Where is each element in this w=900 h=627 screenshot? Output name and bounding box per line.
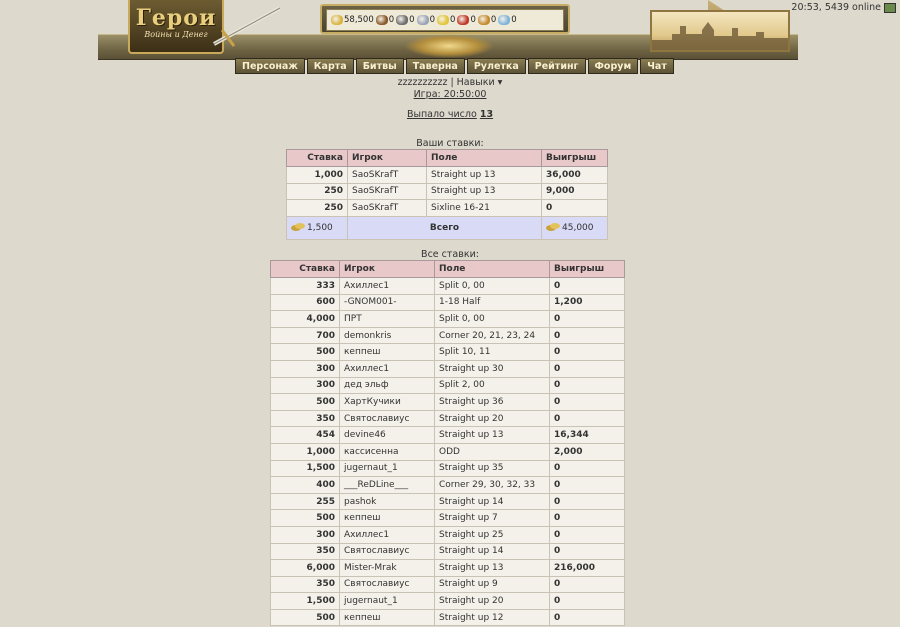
table-row: [287, 167, 608, 184]
player-cell: Mister-Mrak: [340, 560, 435, 577]
nav-item[interactable]: Форум: [588, 58, 639, 74]
table-row: [271, 460, 625, 477]
nav-item[interactable]: Битвы: [356, 58, 404, 74]
resource-item: [457, 15, 475, 25]
player-cell: ХартКучики: [340, 394, 435, 411]
time-online: [791, 2, 896, 13]
stake-cell: 350: [271, 543, 340, 560]
separator: |: [450, 77, 454, 88]
resource-item: [396, 15, 414, 25]
all-bets-caption: Все ставки:: [421, 249, 479, 260]
field-cell: Straight up 13: [427, 183, 542, 200]
nav-item[interactable]: Карта: [307, 58, 354, 74]
player-cell: Ахиллес1: [340, 278, 435, 295]
player-cell: SaoSKrafT: [348, 167, 427, 184]
win-cell: 0: [542, 200, 608, 217]
col-stake: Ставка: [287, 150, 348, 167]
resource-value: 58,500: [344, 15, 374, 25]
field-cell: Straight up 14: [435, 543, 550, 560]
win-cell: 0: [550, 576, 625, 593]
nav-item[interactable]: Чат: [640, 58, 674, 74]
username[interactable]: zzzzzzzzzz: [397, 77, 448, 88]
nav-item[interactable]: Рейтинг: [528, 58, 586, 74]
player-cell: кассисенна: [340, 443, 435, 460]
stake-cell: 6,000: [271, 560, 340, 577]
resource-value: 0: [388, 15, 395, 25]
stake-cell: 1,500: [271, 593, 340, 610]
stake-cell: 600: [271, 294, 340, 311]
logo-title: Герои: [135, 5, 217, 31]
field-cell: Straight up 25: [435, 526, 550, 543]
gold-icon: [291, 222, 305, 231]
col-win: Выигрыш: [542, 150, 608, 167]
resource-value: 0: [490, 15, 497, 25]
resource-list: [326, 9, 564, 31]
field-cell: Straight up 30: [435, 360, 550, 377]
stake-cell: 333: [271, 278, 340, 295]
win-cell: 0: [550, 526, 625, 543]
stake-cell: 1,000: [287, 167, 348, 184]
wood-icon: [376, 15, 388, 25]
table-row: [271, 360, 625, 377]
field-cell: Straight up 14: [435, 493, 550, 510]
resource-value: 0: [470, 15, 476, 25]
game-header: [98, 0, 798, 78]
player-cell: -GNOM001-: [340, 294, 435, 311]
stake-cell: 1,500: [271, 460, 340, 477]
win-cell: 1,200: [550, 294, 625, 311]
mail-icon[interactable]: [884, 3, 896, 13]
win-cell: 0: [550, 344, 625, 361]
table-row: [271, 377, 625, 394]
player-cell: Ахиллес1: [340, 526, 435, 543]
table-row: [271, 443, 625, 460]
col-win: Выигрыш: [550, 261, 625, 278]
win-cell: 0: [550, 410, 625, 427]
win-cell: 9,000: [542, 183, 608, 200]
win-cell: 0: [550, 327, 625, 344]
table-row: [271, 327, 625, 344]
table-row: [271, 560, 625, 577]
header-ornament: [404, 34, 494, 58]
col-field: Поле: [435, 261, 550, 278]
table-header-row: [271, 261, 625, 278]
win-cell: 2,000: [550, 443, 625, 460]
resource-item: [478, 15, 496, 25]
your-bets-table: [286, 149, 608, 240]
table-row: [271, 344, 625, 361]
result-prefix[interactable]: Выпало число: [406, 109, 477, 120]
total-win: 45,000: [562, 223, 594, 234]
field-cell: Straight up 35: [435, 460, 550, 477]
resource-item: [331, 15, 374, 25]
player-cell: jugernaut_1: [340, 593, 435, 610]
win-cell: 0: [550, 394, 625, 411]
stake-cell: 300: [271, 377, 340, 394]
castle-picture: [650, 10, 790, 52]
stake-cell: 300: [271, 360, 340, 377]
player-cell: кеппеш: [340, 609, 435, 626]
field-cell: Corner 20, 21, 23, 24: [435, 327, 550, 344]
resource-item: [498, 15, 516, 25]
win-cell: 0: [550, 377, 625, 394]
field-cell: Sixline 16-21: [427, 200, 542, 217]
result-number: 13: [479, 109, 494, 120]
field-cell: 1-18 Half: [435, 294, 550, 311]
win-cell: 0: [550, 609, 625, 626]
player-cell: SaoSKrafT: [348, 183, 427, 200]
stake-cell: 500: [271, 510, 340, 527]
game-line: [0, 89, 900, 100]
stake-cell: 500: [271, 609, 340, 626]
win-cell: 16,344: [550, 427, 625, 444]
table-row: [271, 477, 625, 494]
user-line: [0, 77, 900, 88]
resource-item: [417, 15, 435, 25]
player-cell: devine46: [340, 427, 435, 444]
player-cell: ___ReDLine___: [340, 477, 435, 494]
table-row: [271, 493, 625, 510]
stake-cell: 454: [271, 427, 340, 444]
player-cell: Святославиус: [340, 576, 435, 593]
table-row: [271, 593, 625, 610]
field-cell: Straight up 7: [435, 510, 550, 527]
resource-panel: [320, 4, 570, 34]
skills-dropdown[interactable]: Навыки ▾: [456, 77, 503, 88]
table-row: [287, 183, 608, 200]
resource-value: 0: [429, 15, 436, 25]
win-cell: 216,000: [550, 560, 625, 577]
table-row: [271, 576, 625, 593]
total-stake-cell: [287, 216, 348, 239]
win-cell: 36,000: [542, 167, 608, 184]
field-cell: Straight up 13: [435, 427, 550, 444]
win-cell: 0: [550, 493, 625, 510]
stake-cell: 1,000: [271, 443, 340, 460]
player-cell: SaoSKrafT: [348, 200, 427, 217]
player-cell: ПРТ: [340, 311, 435, 328]
stake-cell: 250: [287, 200, 348, 217]
logo-subtitle: Войны и Денег: [144, 30, 208, 39]
table-row: [287, 200, 608, 217]
player-cell: pashok: [340, 493, 435, 510]
time-online-text: 20:53, 5439 online: [791, 2, 881, 13]
win-cell: 0: [550, 593, 625, 610]
table-row: [271, 526, 625, 543]
resource-value: 0: [511, 15, 517, 25]
field-cell: Straight up 12: [435, 609, 550, 626]
table-header-row: [287, 150, 608, 167]
win-cell: 0: [550, 477, 625, 494]
win-cell: 0: [550, 460, 625, 477]
win-cell: 0: [550, 360, 625, 377]
table-row: [271, 427, 625, 444]
total-win-cell: [542, 216, 608, 239]
table-row: [271, 543, 625, 560]
player-cell: demonkris: [340, 327, 435, 344]
field-cell: Split 0, 00: [435, 278, 550, 295]
resource-item: [437, 15, 455, 25]
total-label: Всего: [348, 216, 542, 239]
field-cell: Straight up 20: [435, 593, 550, 610]
win-cell: 0: [550, 543, 625, 560]
crystal-icon: [457, 15, 469, 25]
player-cell: кеппеш: [340, 510, 435, 527]
win-cell: 0: [550, 278, 625, 295]
field-cell: Straight up 13: [435, 560, 550, 577]
total-stake: 1,500: [307, 223, 333, 234]
stake-cell: 400: [271, 477, 340, 494]
sword-icon: [208, 2, 288, 48]
stake-cell: 500: [271, 344, 340, 361]
stake-cell: 255: [271, 493, 340, 510]
castle-icon: [652, 12, 788, 50]
field-cell: Straight up 20: [435, 410, 550, 427]
col-stake: Ставка: [271, 261, 340, 278]
field-cell: Straight up 36: [435, 394, 550, 411]
all-bets-table: [270, 260, 625, 626]
ore-icon: [396, 15, 408, 25]
field-cell: Split 10, 11: [435, 344, 550, 361]
player-cell: Святославиус: [340, 543, 435, 560]
result-line: [0, 109, 900, 120]
diamond-icon: [498, 15, 510, 25]
player-cell: дед эльф: [340, 377, 435, 394]
table-row: [271, 609, 625, 626]
nav-item[interactable]: Персонаж: [235, 58, 305, 74]
col-field: Поле: [427, 150, 542, 167]
player-cell: jugernaut_1: [340, 460, 435, 477]
stake-cell: 250: [287, 183, 348, 200]
field-cell: ODD: [435, 443, 550, 460]
gold-icon: [546, 222, 560, 231]
stake-cell: 350: [271, 576, 340, 593]
field-cell: Split 2, 00: [435, 377, 550, 394]
resource-item: [376, 15, 394, 25]
stake-cell: 4,000: [271, 311, 340, 328]
nav-item[interactable]: Таверна: [406, 58, 465, 74]
gold-icon: [331, 15, 343, 25]
total-row: [287, 216, 608, 239]
table-row: [271, 294, 625, 311]
player-cell: кеппеш: [340, 344, 435, 361]
col-player: Игрок: [340, 261, 435, 278]
gems-icon: [478, 15, 490, 25]
win-cell: 0: [550, 311, 625, 328]
sulfur-icon: [437, 15, 449, 25]
col-player: Игрок: [348, 150, 427, 167]
mercury-icon: [417, 15, 429, 25]
main-nav: [235, 58, 674, 75]
table-row: [271, 410, 625, 427]
stake-cell: 300: [271, 526, 340, 543]
stake-cell: 350: [271, 410, 340, 427]
stake-cell: 500: [271, 394, 340, 411]
win-cell: 0: [550, 510, 625, 527]
stake-cell: 700: [271, 327, 340, 344]
game-link[interactable]: Игра: 20:50:00: [413, 89, 487, 100]
resource-value: 0: [450, 15, 456, 25]
nav-item[interactable]: Рулетка: [467, 58, 526, 74]
resource-value: 0: [409, 15, 415, 25]
field-cell: Straight up 13: [427, 167, 542, 184]
player-cell: Ахиллес1: [340, 360, 435, 377]
field-cell: Corner 29, 30, 32, 33: [435, 477, 550, 494]
table-row: [271, 394, 625, 411]
table-row: [271, 311, 625, 328]
table-row: [271, 510, 625, 527]
field-cell: Split 0, 00: [435, 311, 550, 328]
player-cell: Святославиус: [340, 410, 435, 427]
field-cell: Straight up 9: [435, 576, 550, 593]
table-row: [271, 278, 625, 295]
your-bets-caption: Ваши ставки:: [416, 138, 484, 149]
